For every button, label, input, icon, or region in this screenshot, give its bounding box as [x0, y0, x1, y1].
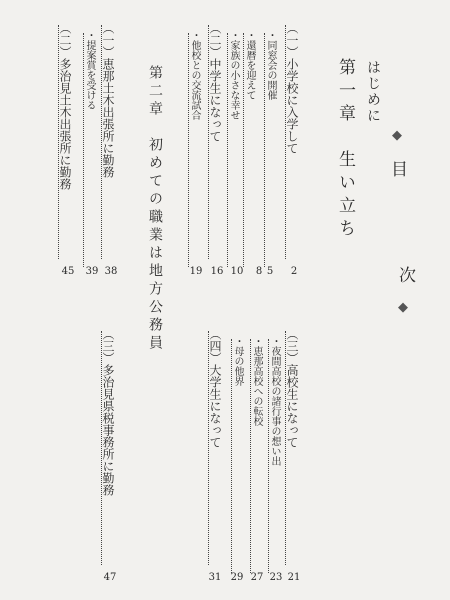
chapter-2-heading: 第二章 初めての職業は地方公務員 [147, 65, 163, 353]
diamond-icon: ◆ [392, 128, 402, 143]
page-number: 2 [290, 266, 298, 277]
toc-entry[interactable] [268, 336, 279, 576]
page-number: 39 [85, 266, 99, 277]
toc-entry[interactable] [58, 22, 71, 262]
toc-entry-title: ・家族の小さな幸せ [228, 30, 239, 120]
page-number: 38 [104, 266, 118, 277]
page-number: 47 [103, 572, 117, 583]
toc-entry[interactable] [227, 30, 238, 270]
page-number: 29 [230, 572, 244, 583]
toc-entry-title: ・提案賞を受ける [84, 30, 95, 110]
toc-entry-title: ・還暦を迎えて [244, 30, 255, 100]
toc-entry[interactable] [208, 22, 221, 262]
toc-title-1: 目 [387, 160, 407, 183]
toc-entry[interactable] [285, 22, 298, 262]
page-number: 19 [189, 266, 203, 277]
toc-entry-title: （三）多治見県税事務所に勤務 [101, 328, 115, 496]
toc-entry-title: （一）小学校に入学して [285, 22, 299, 154]
page-number: 45 [61, 266, 75, 277]
page-number: 21 [287, 572, 301, 583]
page-number: 27 [250, 572, 264, 583]
toc-entry[interactable] [264, 30, 275, 270]
toc-entry[interactable] [231, 336, 242, 576]
page-number: 10 [230, 266, 244, 277]
chapter-1-heading: 第一章 生い立ち [335, 58, 355, 242]
toc-entry-title: （二）中学生になって [208, 22, 222, 142]
toc-entry[interactable] [101, 22, 114, 262]
diamond-icon: ◆ [398, 300, 408, 315]
toc-title-2: 次 [395, 266, 415, 289]
toc-entry-title: （一）恵那土木出張所に勤務 [101, 22, 115, 178]
toc-entry-title: （二）多治見土木出張所に勤務 [58, 22, 72, 190]
toc-entry[interactable] [243, 30, 254, 270]
toc-entry-title: ・他校との交流試合 [189, 30, 200, 120]
page-number: 5 [266, 266, 274, 277]
toc-entry-title: ・夜間高校の諸行事の想い出 [269, 336, 280, 466]
page-number: 23 [269, 572, 283, 583]
intro-heading: はじめに [365, 60, 381, 124]
toc-entry-title: ・母の他界 [232, 336, 243, 386]
page-number: 16 [210, 266, 224, 277]
toc-entry[interactable] [188, 30, 199, 270]
page-number: 8 [255, 266, 263, 277]
page-number: 31 [208, 572, 222, 583]
toc-entry[interactable] [83, 30, 94, 270]
toc-entry-title: （三）高校生になって [285, 328, 299, 448]
toc-entry-title: ・同窓会の開催 [265, 30, 276, 100]
toc-entry[interactable] [250, 336, 261, 576]
toc-entry[interactable] [285, 328, 298, 568]
toc-entry[interactable] [208, 328, 221, 568]
toc-entry-title: （四）大学生になって [208, 328, 222, 448]
toc-entry-title: ・恵那高校への転校 [251, 336, 262, 426]
toc-entry[interactable] [101, 328, 114, 568]
